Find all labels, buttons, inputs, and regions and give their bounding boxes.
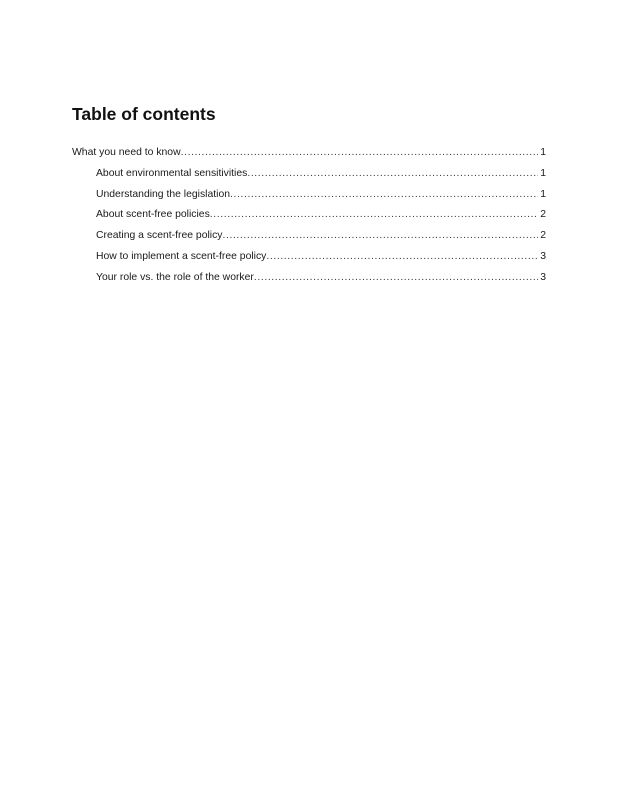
toc-entry-about-scent-free-policies[interactable] [72,205,546,226]
toc-entry-what-you-need-to-know[interactable] [72,143,546,164]
toc-entry-title: Your role vs. the role of the worker [96,271,254,283]
toc-entry-title: How to implement a scent-free policy [96,250,267,262]
toc-dot-leader [266,247,538,268]
toc-entry-page-number: 3 [540,250,546,262]
toc-dot-leader [210,205,538,226]
toc-entry-title: Understanding the legislation [96,188,231,200]
toc-entry-your-role-vs-the-role-of-the-worker[interactable] [72,268,546,289]
toc-entry-page-number: 1 [540,167,546,179]
toc-entry-creating-a-scent-free-policy[interactable] [72,226,546,247]
toc-dot-leader [222,226,538,247]
toc-dot-leader [230,185,538,206]
toc-entry-page-number: 2 [540,230,546,242]
toc-entry-how-to-implement-a-scent-free-policy[interactable] [72,247,546,268]
toc-entry-about-environmental-sensitivities[interactable] [72,164,546,185]
toc-dot-leader [254,268,538,289]
toc-entry-page-number: 1 [540,188,546,200]
toc-entry-title: About environmental sensitivities [96,167,248,179]
toc-dot-leader [247,164,538,185]
toc-entry-title: What you need to know [72,147,181,158]
toc-entry-title: Creating a scent-free policy [96,230,223,242]
toc-entry-page-number: 2 [540,209,546,221]
toc-entry-page-number: 1 [540,147,546,158]
toc-entry-page-number: 3 [540,271,546,283]
toc-dot-leader [181,143,539,164]
toc-entry-understanding-the-legislation[interactable] [72,185,546,206]
toc-heading: Table of contents [72,104,216,124]
toc-entry-title: About scent-free policies [96,209,210,221]
toc-list [72,143,546,289]
